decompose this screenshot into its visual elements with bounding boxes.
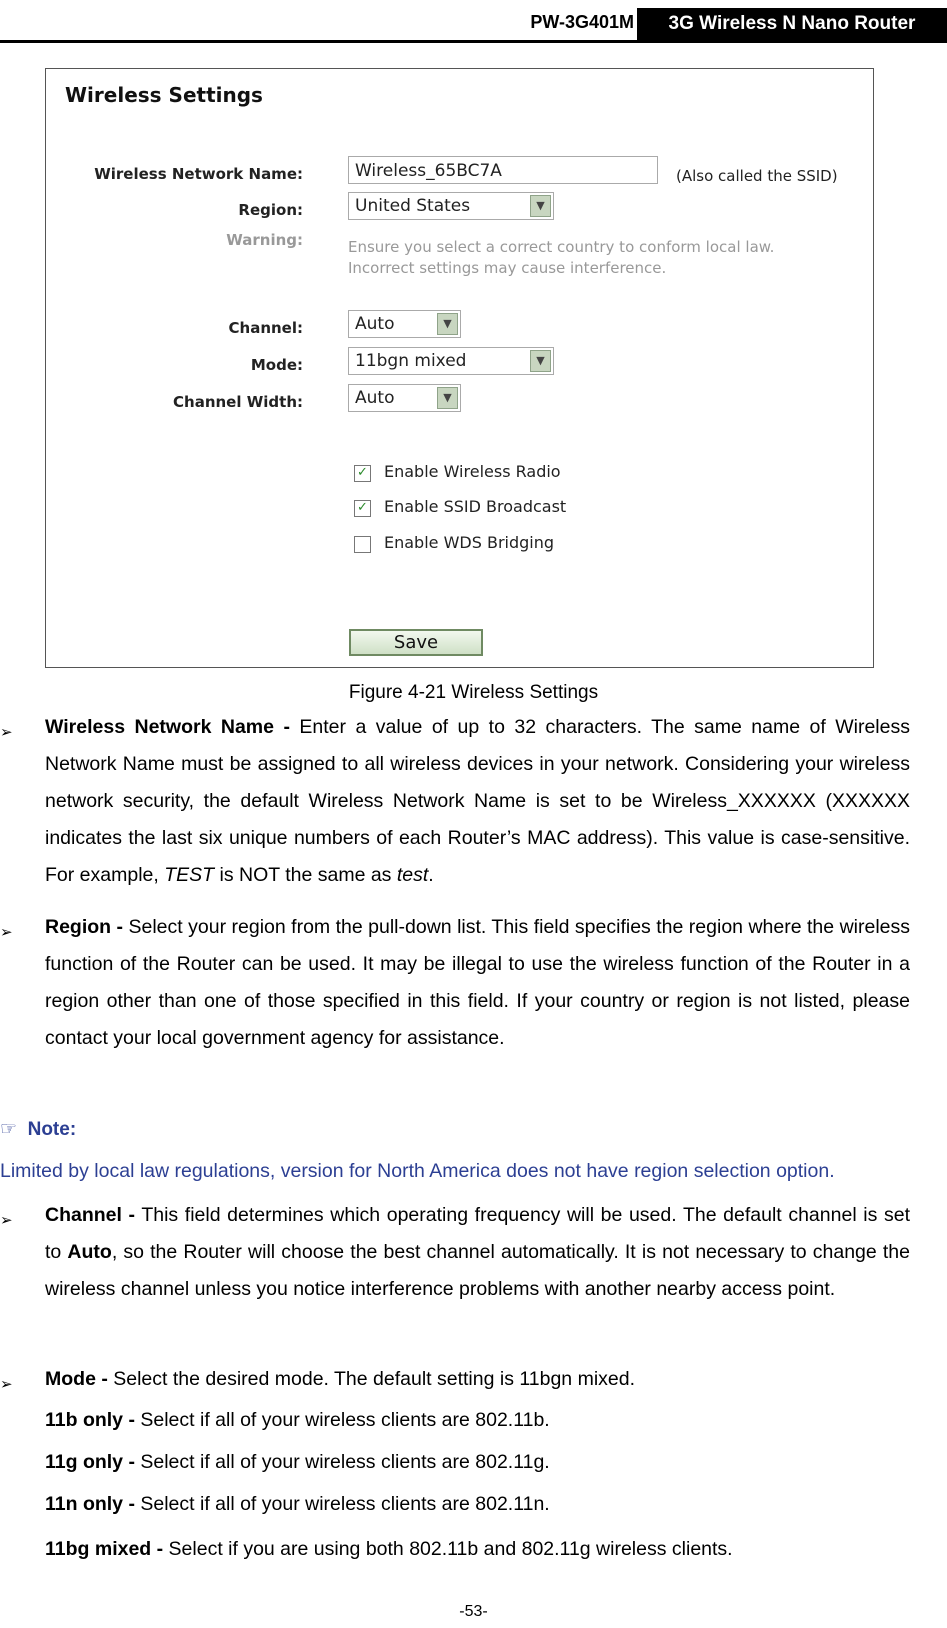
wireless-radio-checkbox[interactable]: ✓ — [354, 465, 371, 482]
mode-term: Mode - — [45, 1368, 108, 1390]
settings-title: Wireless Settings — [65, 83, 263, 107]
channel-width-label: Channel Width: — [173, 393, 303, 411]
region-label: Region: — [238, 201, 303, 219]
chevron-down-icon: ▼ — [437, 387, 458, 409]
region-paragraph: Region - Select your region from the pull-down list. This field specifies the region where the wireless function of the Router can be used. It may be illegal to use the wireless function of the Router in a region other than one of those specified in this field. If your country or region is not listed, please contact your local government agency for assistance. — [45, 916, 910, 1049]
warning-label: Warning: — [226, 231, 303, 249]
ssid-label: Wireless Network Name: — [94, 165, 303, 183]
mode-11g-line: 11g only - Select if all of your wireless clients are 802.11g. — [45, 1451, 550, 1473]
save-button[interactable]: Save — [349, 629, 483, 656]
mode-11bg-line: 11bg mixed - Select if you are using both 802.11b and 802.11g wireless clients. — [45, 1538, 733, 1560]
product-title: 3G Wireless N Nano Router — [637, 8, 947, 40]
wireless-radio-label: Enable Wireless Radio — [384, 462, 561, 481]
channel-term: Channel - — [45, 1204, 136, 1226]
ssid-paragraph: Wireless Network Name - Enter a value of up to 32 characters. The same name of Wireless Network Name must be assigned to all wireless devices in your network. Considering your wireless network security, the default Wireless Network Name is set to be Wireless_XXXXXX (XXXXXX indicates the last six unique numbers of each Router’s MAC address). This value is case-sensitive. For example, TEST is NOT the same as test. — [45, 716, 910, 886]
bullet-arrow-icon: ➢ — [0, 924, 13, 941]
mode-11b-line: 11b only - Select if all of your wireless clients are 802.11b. — [45, 1409, 550, 1431]
ssid-input[interactable]: Wireless_65BC7A — [348, 156, 658, 184]
chevron-down-icon: ▼ — [530, 350, 551, 372]
wireless-settings-screenshot — [45, 68, 874, 668]
channel-label: Channel: — [228, 319, 303, 337]
wds-bridging-label: Enable WDS Bridging — [384, 533, 555, 552]
ssid-broadcast-checkbox[interactable]: ✓ — [354, 500, 371, 517]
channel-width-value: Auto — [355, 388, 395, 408]
channel-paragraph: Channel - This field determines which operating frequency will be used. The default channel is set to Auto, so the Router will choose the best channel automatically. It is not necessary to change the wireless channel unless you notice interference problems with another nearby access point. — [45, 1204, 910, 1300]
mode-paragraph: Mode - Select the desired mode. The default setting is 11bgn mixed. — [45, 1368, 636, 1390]
model-number: PW-3G401M — [530, 12, 634, 32]
warning-text — [348, 237, 774, 279]
chevron-down-icon: ▼ — [437, 313, 458, 335]
warning-line-2: Incorrect settings may cause interference. — [348, 259, 667, 277]
bullet-arrow-icon: ➢ — [0, 1212, 13, 1229]
mode-select[interactable] — [348, 347, 554, 375]
warning-line-1: Ensure you select a correct country to conform local law. — [348, 238, 775, 256]
header-rule — [0, 40, 947, 43]
pointing-hand-icon: ☞ — [0, 1119, 18, 1140]
figure-caption: Figure 4-21 Wireless Settings — [348, 682, 599, 703]
chevron-down-icon: ▼ — [530, 195, 551, 217]
bullet-arrow-icon: ➢ — [0, 724, 13, 741]
region-select[interactable] — [348, 192, 554, 220]
ssid-broadcast-label: Enable SSID Broadcast — [384, 497, 567, 516]
note-text: Limited by local law regulations, version for North America does not have region selection option. — [0, 1160, 835, 1182]
channel-value: Auto — [355, 314, 395, 334]
ssid-term: Wireless Network Name - — [45, 716, 290, 738]
region-value: United States — [355, 196, 471, 216]
note-heading: ☞ Note: — [0, 1119, 77, 1140]
wds-bridging-checkbox[interactable] — [354, 536, 371, 553]
mode-label: Mode: — [250, 356, 303, 374]
region-term: Region - — [45, 916, 124, 938]
ssid-note: (Also called the SSID) — [676, 167, 838, 185]
channel-select[interactable] — [348, 310, 461, 338]
channel-width-select[interactable] — [348, 384, 461, 412]
page-number: -53- — [459, 1603, 488, 1620]
page-header — [0, 0, 947, 42]
mode-11n-line: 11n only - Select if all of your wireless clients are 802.11n. — [45, 1493, 550, 1515]
mode-value: 11bgn mixed — [355, 351, 467, 371]
bullet-arrow-icon: ➢ — [0, 1376, 13, 1393]
